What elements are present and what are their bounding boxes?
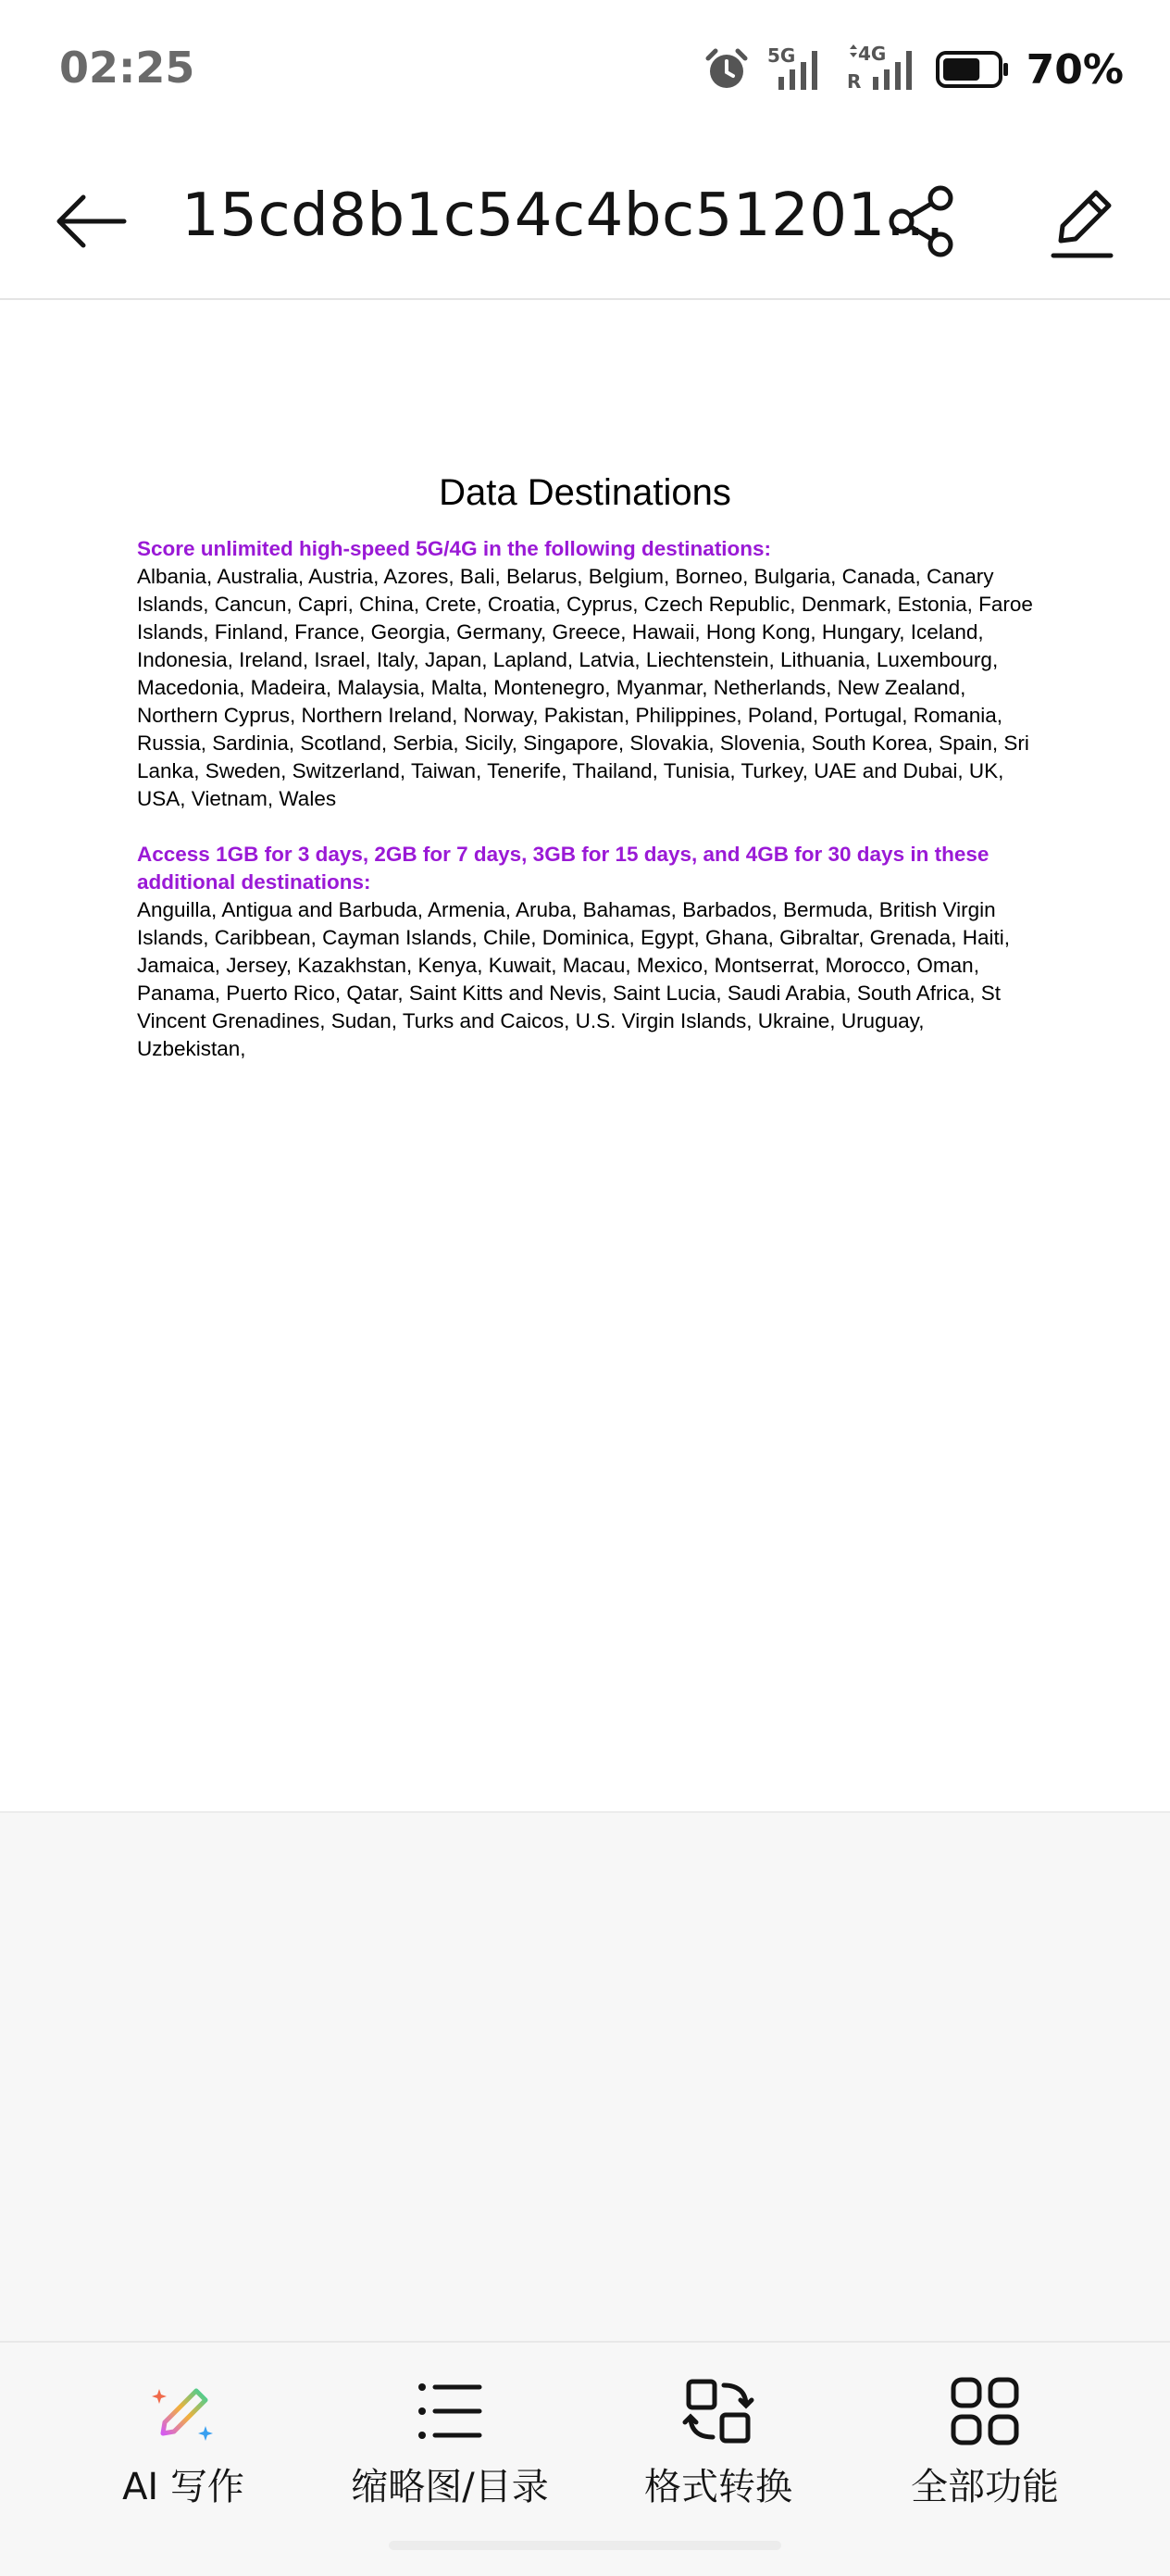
toolbar-format-convert[interactable] <box>589 2376 848 2533</box>
toolbar-ai-writing[interactable] <box>54 2376 313 2533</box>
battery-percent: 70% <box>1026 45 1124 94</box>
roaming-label: R <box>846 70 862 93</box>
convert-icon <box>683 2376 753 2446</box>
toolbar-thumbnails-toc[interactable] <box>320 2376 579 2533</box>
status-time: 02:25 <box>59 43 195 93</box>
list-icon <box>415 2376 485 2446</box>
section-heading: Score unlimited high-speed 5G/4G in the following destinations: <box>137 537 772 560</box>
home-indicator[interactable] <box>389 2541 781 2550</box>
network-4g-label: 4G <box>857 43 887 65</box>
battery-icon <box>936 49 1010 90</box>
edit-button[interactable] <box>1040 180 1124 263</box>
battery-fill <box>943 58 979 81</box>
document-heading: Data Destinations <box>439 472 731 513</box>
status-bar <box>0 0 1170 139</box>
document-page[interactable] <box>0 300 1170 1813</box>
toolbar-ai-writing-label: AI 写作 <box>122 2466 244 2508</box>
back-button[interactable] <box>50 180 133 263</box>
ai-pen-icon <box>148 2376 218 2446</box>
status-icons <box>703 37 1124 102</box>
share-icon <box>881 180 965 263</box>
toolbar-format-convert-label: 格式转换 <box>644 2466 792 2508</box>
grid-icon <box>950 2376 1020 2446</box>
toolbar-all-functions-label: 全部功能 <box>911 2466 1059 2508</box>
app-header <box>0 139 1170 300</box>
document-title: 15cd8b1c54c4bc51201… <box>181 181 946 250</box>
share-button[interactable] <box>881 180 965 263</box>
toolbar-thumbnails-toc-label: 缩略图/目录 <box>351 2466 549 2508</box>
pencil-icon <box>1040 180 1124 263</box>
alarm-icon <box>703 45 751 94</box>
toolbar-all-functions[interactable] <box>855 2376 1114 2533</box>
section-body: Albania, Australia, Austria, Azores, Bali, Belarus, Belgium, Borneo, Bulgaria, Canada, Canary Islands, Cancun, Capri, China, Crete, Croatia, Cyprus, Czech Republic, Denmark, Estonia, Faroe Islands, Finland, France, Georgia, Germany, Greece, Hawaii, Hong Kong, Hungary, Iceland, Indonesia, Ireland, Israel, Italy, Japan, Lapland, Latvia, Liechtenstein, Lithuania, Luxembourg, Macedonia, Madeira, Malaysia, Malta, Montenegro, Myanmar, Netherlands, New Zealand, Northern Cyprus, Northern Ireland, Norway, Pakistan, Philippines, Poland, Portugal, Romania, Russia, Sardinia, Scotland, Serbia, Sicily, Singapore, Slovakia, Slovenia, South Korea, Spain, Sri Lanka, Sweden, Switzerland, Taiwan, Tenerife, Thailand, Tunisia, Turkey, UAE and Dubai, UK, USA, Vietnam, Wales <box>137 565 1033 810</box>
signal-5g-icon <box>767 44 828 95</box>
section-heading: Access 1GB for 3 days, 2GB for 7 days, 3GB for 15 days, and 4GB for 30 days in these additional destinations: <box>137 843 990 894</box>
destinations-section-additional <box>137 841 1039 1063</box>
network-5g-label: 5G <box>766 44 796 67</box>
section-body: Anguilla, Antigua and Barbuda, Armenia, Aruba, Bahamas, Barbados, Bermuda, British Virgin Islands, Caribbean, Cayman Islands, Chile, Dominica, Egypt, Ghana, Gibraltar, Grenada, Haiti, Jamaica, Jersey, Kazakhstan, Kenya, Kuwait, Macau, Mexico, Montserrat, Morocco, Oman, Panama, Puerto Rico, Qatar, Saint Kitts and Nevis, Saint Lucia, Saudi Arabia, South Africa, St Vincent Grenadines, Sudan, Turks and Caicos, U.S. Virgin Islands, Ukraine, Uruguay, Uzbekistan, <box>137 898 1010 1060</box>
destinations-section-unlimited <box>137 535 1039 813</box>
signal-4g-icon <box>845 44 919 95</box>
arrow-left-icon <box>50 180 133 263</box>
